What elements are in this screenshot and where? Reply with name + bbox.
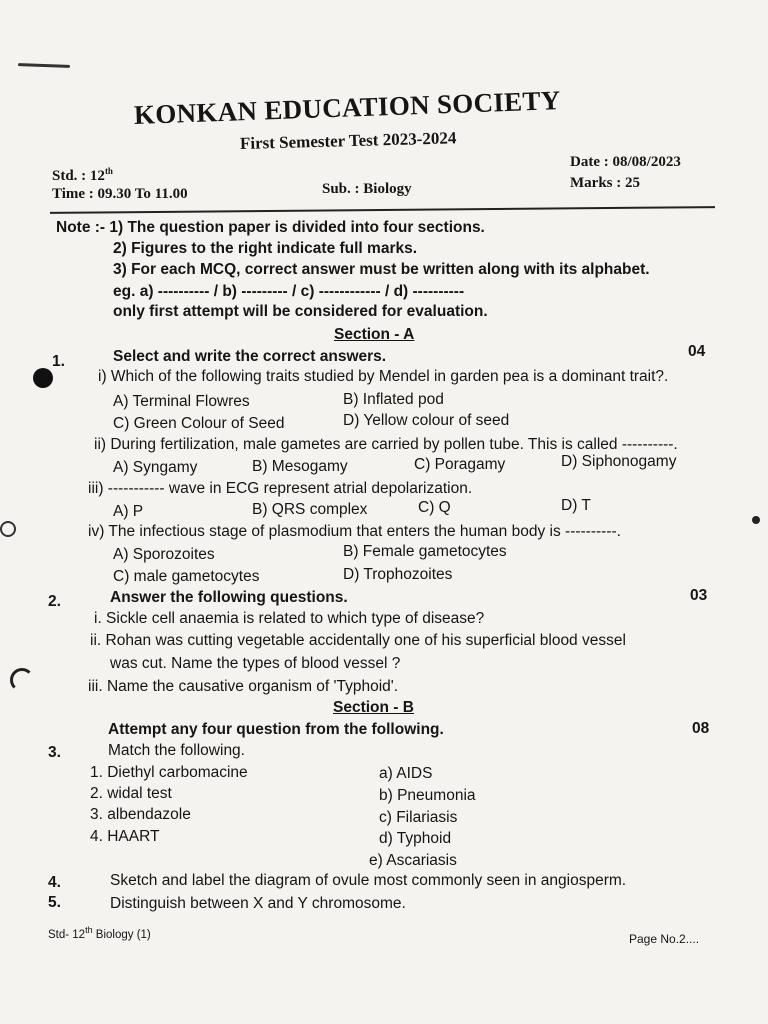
q1-iv-option-b: B) Female gametocytes — [343, 543, 507, 560]
q3-right-b: b) Pneumonia — [379, 787, 476, 804]
section-a-heading: Section - A — [334, 326, 415, 343]
q1-iii-option-b: B) QRS complex — [252, 501, 368, 518]
q1-iv-option-d: D) Trophozoites — [343, 566, 453, 583]
section-b-heading: Section - B — [333, 699, 414, 716]
q3-right-c: c) Filariasis — [379, 809, 458, 826]
q2-ii-line-2: was cut. Name the types of blood vessel ? — [110, 655, 401, 672]
q2-title: Answer the following questions. — [110, 589, 348, 606]
footer-page-number: Page No.2.... — [629, 932, 700, 946]
binder-mark-left — [0, 521, 16, 537]
q1-i-text: i) Which of the following traits studied by Mendel in garden pea is a dominant trait?. — [98, 368, 669, 385]
binder-mark-right — [752, 516, 760, 524]
q2-number: 2. — [48, 593, 61, 610]
section-b-instruction: Attempt any four question from the following. — [108, 721, 444, 738]
q3-right-d: d) Typhoid — [379, 830, 452, 847]
q1-iii-text: iii) ----------- wave in ECG represent atrial depolarization. — [88, 480, 473, 497]
footer-left: Std- 12th Biology (1) — [48, 925, 151, 941]
q2-i: i. Sickle cell anaemia is related to which type of disease? — [94, 610, 485, 627]
q3-left-2: 2. widal test — [90, 785, 172, 802]
note-line-1: Note :- 1) The question paper is divided into four sections. — [56, 219, 485, 236]
q2-ii-line-1: ii. Rohan was cutting vegetable accidentally one of his superficial blood vessel — [90, 632, 626, 649]
q2-iii: iii. Name the causative organism of 'Typhoid'. — [88, 678, 399, 695]
note-line-5: only first attempt will be considered for evaluation. — [113, 303, 488, 320]
q1-iii-option-c: C) Q — [418, 499, 451, 516]
q1-ii-option-a: A) Syngamy — [113, 459, 198, 476]
institution-title: KONKAN EDUCATION SOCIETY — [133, 85, 562, 130]
q1-iv-option-a: A) Sporozoites — [113, 546, 215, 563]
header-divider — [50, 206, 715, 214]
q3-left-4: 4. HAART — [90, 828, 160, 845]
q1-iii-option-d: D) T — [561, 497, 591, 514]
note-line-3: 3) For each MCQ, correct answer must be written along with its alphabet. — [113, 261, 650, 278]
q3-number: 3. — [48, 744, 61, 761]
q1-i-option-a: A) Terminal Flowres — [113, 393, 250, 410]
q1-ii-option-d: D) Siphonogamy — [561, 453, 677, 470]
std-label: Std. : 12th — [52, 166, 113, 184]
q3-right-a: a) AIDS — [379, 765, 433, 782]
q4-number: 4. — [48, 874, 61, 891]
q3-right-e: e) Ascariasis — [369, 852, 457, 869]
q2-marks: 03 — [690, 587, 708, 604]
q1-ii-text: ii) During fertilization, male gametes are carried by pollen tube. This is called ----------. — [94, 436, 678, 453]
q3-left-3: 3. albendazole — [90, 806, 191, 823]
date-label: Date : 08/08/2023 — [570, 154, 681, 170]
time-label: Time : 09.30 To 11.00 — [52, 186, 188, 202]
note-line-4: eg. a) ---------- / b) --------- / c) ------------ / d) ---------- — [113, 283, 465, 300]
q3-left-1: 1. Diethyl carbomacine — [90, 764, 248, 781]
q1-i-option-b: B) Inflated pod — [343, 391, 444, 408]
q4-text: Sketch and label the diagram of ovule most commonly seen in angiosperm. — [110, 872, 627, 889]
q1-title: Select and write the correct answers. — [113, 348, 387, 365]
q1-number: 1. — [52, 353, 65, 370]
q1-ii-option-c: C) Poragamy — [414, 456, 506, 473]
q3-title: Match the following. — [108, 742, 245, 759]
exam-title: First Semester Test 2023-2024 — [239, 128, 457, 153]
q5-text: Distinguish between X and Y chromosome. — [110, 895, 406, 912]
punch-hole-mark — [33, 368, 53, 388]
note-line-2: 2) Figures to the right indicate full marks. — [113, 240, 418, 257]
section-b-marks: 08 — [692, 720, 710, 737]
marks-label: Marks : 25 — [570, 175, 640, 191]
q1-iii-option-a: A) P — [113, 503, 144, 520]
q1-ii-option-b: B) Mesogamy — [252, 458, 348, 475]
q1-iv-text: iv) The infectious stage of plasmodium that enters the human body is ----------. — [88, 523, 621, 540]
q5-number: 5. — [48, 894, 61, 911]
q1-marks: 04 — [688, 343, 706, 360]
page-edge-mark — [10, 668, 34, 692]
q1-i-option-d: D) Yellow colour of seed — [343, 412, 510, 429]
q1-iv-option-c: C) male gametocytes — [113, 568, 260, 585]
q1-i-option-c: C) Green Colour of Seed — [113, 415, 285, 432]
subject-label: Sub. : Biology — [322, 181, 412, 197]
pen-mark — [18, 63, 70, 68]
